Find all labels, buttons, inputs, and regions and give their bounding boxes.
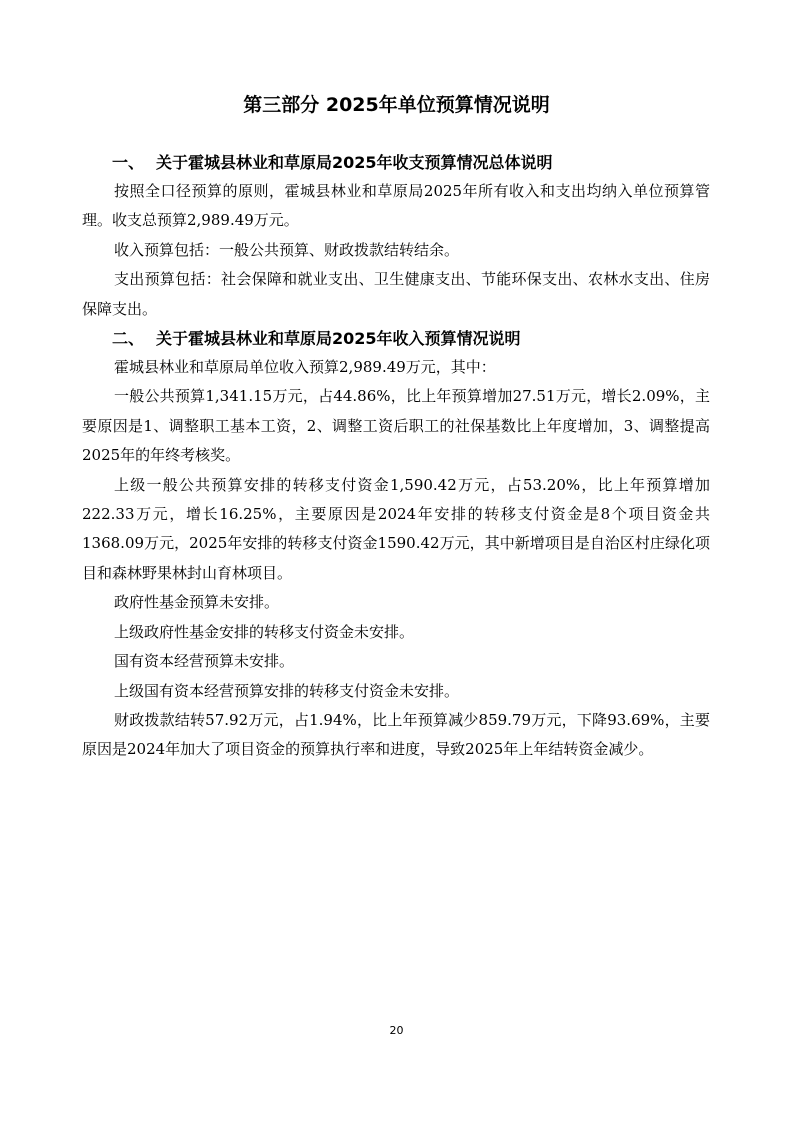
section-1-paragraph-3: 支出预算包括：社会保障和就业支出、卫生健康支出、节能环保支出、农林水支出、住房保障支出。 [82, 270, 710, 318]
section-1-paragraph-1: 按照全口径预算的原则，霍城县林业和草原局2025年所有收入和支出均纳入单位预算管理。收支总预算2,989.49万元。 [82, 182, 710, 230]
section-2-number: 二、 [112, 329, 145, 349]
section-1-title: 关于霍城县林业和草原局2025年收支预算情况总体说明 [156, 153, 553, 172]
page-number: 20 [389, 1024, 404, 1037]
section-2-title: 关于霍城县林业和草原局2025年收入预算情况说明 [156, 329, 521, 349]
page-title: 第三部分 2025年单位预算情况说明 [243, 94, 550, 116]
section-2-paragraph-6: 国有资本经营预算未安排。 [114, 652, 295, 671]
section-1-heading [82, 148, 710, 177]
section-2-paragraph-3: 上级一般公共预算安排的转移支付资金1,590.42万元，占53.20%，比上年预算增加222.33万元，增长16.25%，主要原因是2024年安排的转移支付资金是8个项目资金共1368.09万元，2025年安排的转移支付资金1590.42万元，其中新增项目是自治区村庄绿化项目和森林野果林封山育林项目。 [82, 475, 710, 582]
section-2-paragraph-8: 财政拨款结转57.92万元，占1.94%，比上年预算减少859.79万元，下降93.69%，主要原因是2024年加大了项目资金的预算执行率和进度，导致2025年上年结转资金减少。 [82, 710, 710, 759]
section-2-paragraph-4: 政府性基金预算未安排。 [114, 593, 280, 612]
section-2-paragraph-1: 霍城县林业和草原局单位收入预算2,989.49万元，其中： [114, 358, 496, 377]
section-2-heading [82, 324, 710, 353]
document-body [82, 148, 710, 765]
section-2-paragraph-2: 一般公共预算1,341.15万元，占44.86%，比上年预算增加27.51万元，增长2.09%，主要原因是1、调整职工基本工资，2、调整工资后职工的社保基数比上年度增加，3、调整提高2025年的年终考核奖。 [82, 387, 710, 465]
section-1-paragraph-2: 收入预算包括：一般公共预算、财政拨款结转结余。 [114, 240, 460, 259]
section-2-paragraph-5: 上级政府性基金安排的转移支付资金未安排。 [114, 622, 415, 641]
section-2-paragraph-7: 上级国有资本经营预算安排的转移支付资金未安排。 [114, 681, 460, 700]
section-1-number: 一、 [112, 153, 145, 172]
